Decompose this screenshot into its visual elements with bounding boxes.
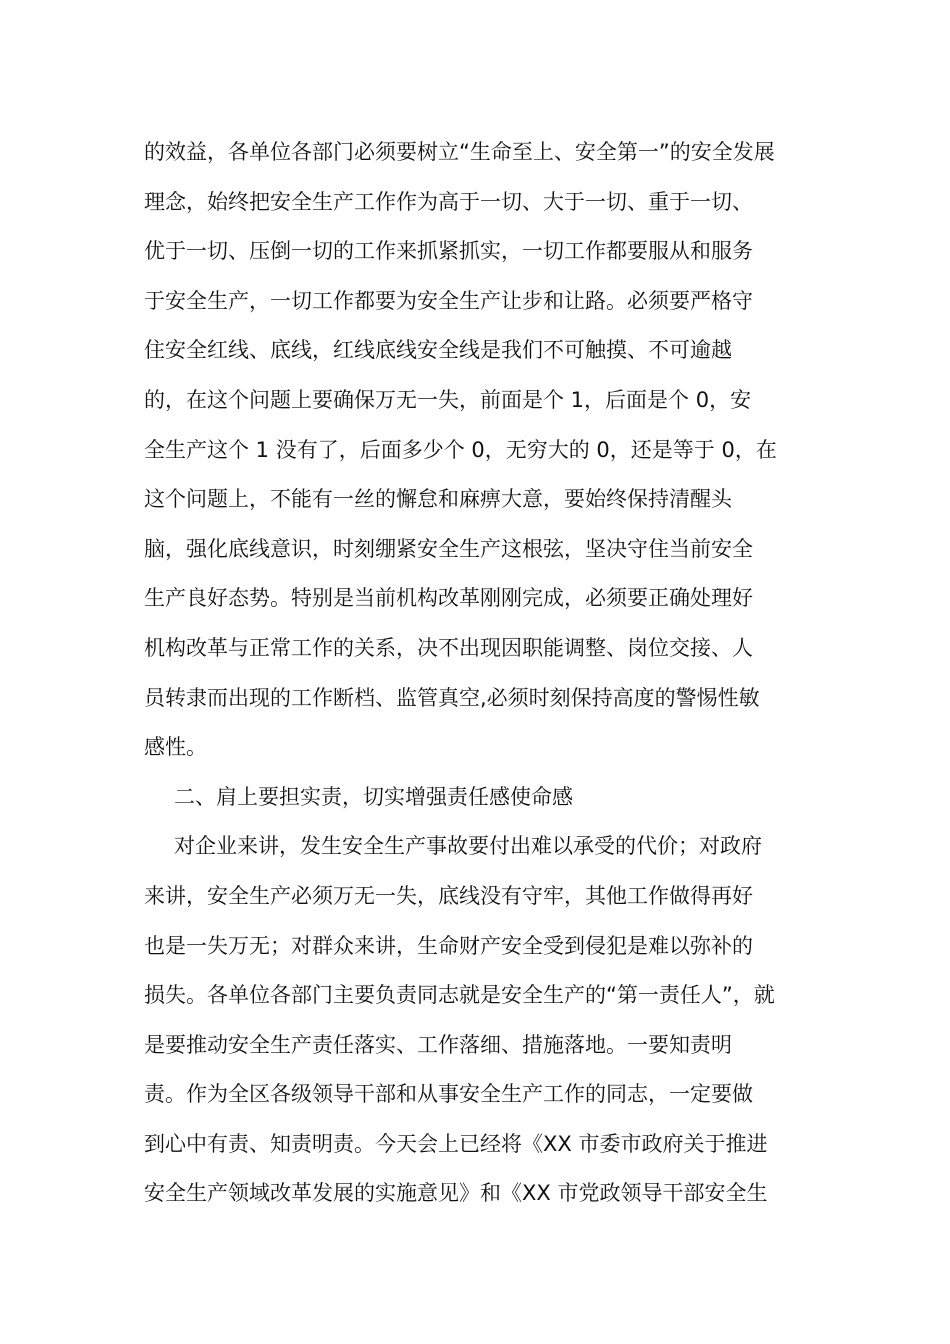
- text-line: 感性。: [144, 735, 207, 760]
- section-heading: 二、肩上要担实责，切实增强责任感使命感: [174, 784, 573, 809]
- paragraph-1: [144, 128, 814, 773]
- text-line: 优于一切、压倒一切的工作来抓紧抓实，一切工作都要服从和服务: [144, 239, 753, 264]
- text-line: 对企业来讲，发生安全生产事故要付出难以承受的代价；对政府: [174, 834, 762, 859]
- text-line: 这个问题上，不能有一丝的懈怠和麻痹大意，要始终保持清醒头: [144, 487, 732, 512]
- paragraph-2: [144, 822, 814, 1219]
- text-line: 也是一失万无；对群众来讲，生命财产安全受到侵犯是难以弥补的: [144, 933, 753, 958]
- document-body: [144, 128, 814, 1219]
- text-line: 机构改革与正常工作的关系，决不出现因职能调整、岗位交接、人: [144, 635, 753, 660]
- text-line: 到心中有责、知责明责。今天会上已经将《XX 市委市政府关于推进: [144, 1131, 768, 1156]
- text-line: 的，在这个问题上要确保万无一失，前面是个 1，后面是个 0，安: [144, 387, 752, 412]
- text-line: 员转隶而出现的工作断档、监管真空,必须时刻保持高度的警惕性敏: [144, 685, 760, 710]
- text-line: 住安全红线、底线，红线底线安全线是我们不可触摸、不可逾越: [144, 338, 732, 363]
- text-line: 生产良好态势。特别是当前机构改革刚刚完成，必须要正确处理好: [144, 586, 753, 611]
- text-line: 责。作为全区各级领导干部和从事安全生产工作的同志，一定要做: [144, 1082, 753, 1107]
- text-line: 损失。各单位各部门主要负责同志就是安全生产的“第一责任人”，就: [144, 983, 775, 1008]
- text-line: 理念，始终把安全生产工作作为高于一切、大于一切、重于一切、: [144, 189, 753, 214]
- text-line: 于安全生产，一切工作都要为安全生产让步和让路。必须要严格守: [144, 288, 753, 313]
- text-line: 安全生产领域改革发展的实施意见》和《XX 市党政领导干部安全生: [144, 1181, 768, 1206]
- text-line: 的效益，各单位各部门必须要树立“生命至上、安全第一”的安全发展: [144, 140, 775, 164]
- text-line: 来讲，安全生产必须万无一失，底线没有守牢，其他工作做得再好: [144, 883, 753, 908]
- text-line: 是要推动安全生产责任落实、工作落细、措施落地。一要知责明: [144, 1032, 732, 1057]
- text-line: 全生产这个 1 没有了，后面多少个 0，无穷大的 0，还是等于 0，在: [144, 437, 777, 462]
- text-line: 脑，强化底线意识，时刻绷紧安全生产这根弦，坚决守住当前安全: [144, 536, 753, 561]
